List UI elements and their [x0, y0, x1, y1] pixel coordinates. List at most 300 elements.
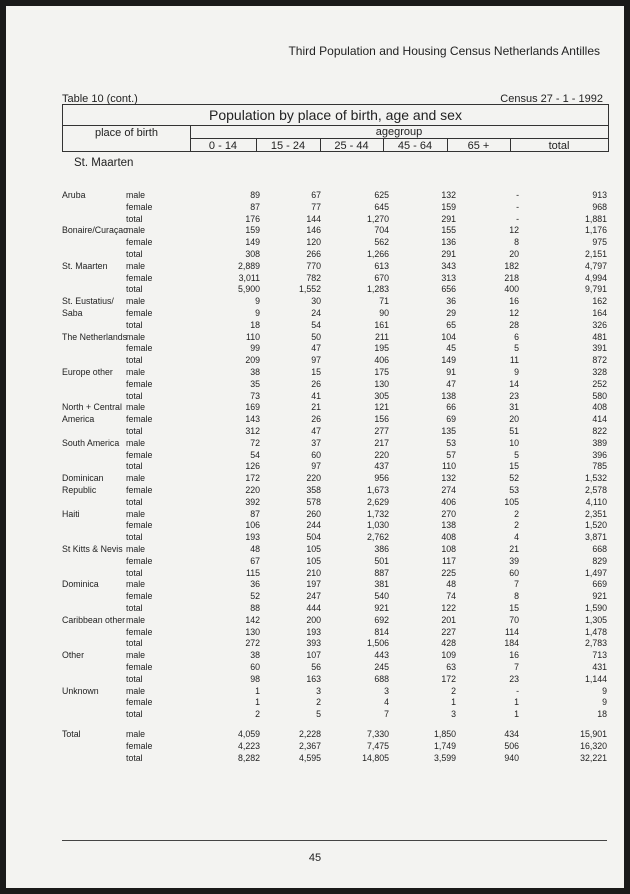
cell-5: 1,520	[584, 520, 607, 531]
cell-4: 20	[509, 414, 519, 425]
cell-4: 53	[509, 485, 519, 495]
cell-2: 4	[384, 697, 389, 708]
divider	[320, 138, 321, 151]
cell-1: 210	[306, 567, 321, 578]
cell-3: 155	[441, 225, 456, 236]
cell-2: 1,283	[366, 284, 389, 295]
table-row	[6, 473, 624, 485]
place-of-birth: St. Maarten	[62, 260, 108, 271]
sex: female	[126, 272, 153, 283]
sex: female	[126, 201, 153, 212]
place-of-birth: Republic	[62, 485, 97, 495]
cell-2: 1,506	[366, 638, 389, 649]
cell-5: 1,305	[584, 614, 607, 625]
cell-0: 5,900	[237, 284, 260, 295]
table-row	[6, 753, 624, 765]
cell-5: 18	[597, 709, 607, 720]
cell-2: 381	[374, 579, 389, 590]
cell-1: 200	[306, 614, 321, 625]
sex: male	[126, 367, 146, 377]
cell-5: 968	[592, 201, 607, 212]
cell-5: 829	[592, 555, 607, 566]
cell-0: 149	[245, 237, 260, 248]
cell-5: 431	[592, 662, 607, 672]
cell-3: 1,749	[433, 740, 456, 751]
table-row	[6, 414, 624, 426]
cell-4: 21	[509, 544, 519, 554]
cell-2: 645	[374, 201, 389, 212]
sex: male	[126, 650, 146, 661]
cell-5: 4,797	[584, 260, 607, 271]
table-row	[6, 190, 624, 202]
cell-3: 656	[441, 284, 456, 295]
sex: total	[126, 709, 143, 720]
table-row	[6, 497, 624, 509]
table-row	[6, 638, 624, 650]
table-row	[6, 674, 624, 686]
place-of-birth: St Kitts & Nevis	[62, 544, 123, 554]
cell-0: 48	[250, 544, 260, 554]
cell-5: 252	[592, 378, 607, 389]
cell-2: 305	[374, 390, 389, 401]
cell-5: 408	[592, 402, 607, 413]
cell-5: 32,221	[580, 752, 607, 763]
table-row	[6, 225, 624, 237]
cell-2: 3	[384, 685, 389, 696]
cell-2: 245	[374, 662, 389, 672]
sex: female	[126, 308, 153, 318]
cell-2: 692	[374, 614, 389, 625]
cell-5: 164	[592, 308, 607, 318]
col-place-of-birth: place of birth	[95, 127, 158, 139]
cell-4: 23	[509, 390, 519, 401]
cell-3: 65	[446, 319, 456, 330]
sex: total	[126, 496, 143, 507]
cell-1: 358	[306, 485, 321, 495]
cell-2: 14,805	[362, 752, 389, 763]
cell-1: 120	[306, 237, 321, 248]
sex: male	[126, 296, 146, 307]
cell-4: 15	[509, 603, 519, 613]
table-row	[6, 332, 624, 344]
cell-4: 12	[509, 308, 519, 318]
cell-0: 60	[250, 662, 260, 672]
cell-2: 7,475	[366, 740, 389, 751]
sex: total	[126, 638, 143, 649]
table-row	[6, 709, 624, 721]
cell-5: 975	[592, 237, 607, 248]
cell-5: 580	[592, 390, 607, 401]
cell-3: 74	[446, 591, 456, 602]
cell-2: 277	[374, 426, 389, 436]
cell-3: 69	[446, 414, 456, 425]
cell-1: 770	[306, 260, 321, 271]
cell-4: 506	[504, 740, 519, 751]
cell-5: 1,144	[584, 673, 607, 684]
sex: male	[126, 473, 146, 484]
cell-3: 3	[451, 709, 456, 720]
cell-0: 2	[255, 709, 260, 720]
divider	[447, 138, 448, 151]
cell-5: 1,532	[584, 473, 607, 484]
cell-3: 135	[441, 426, 456, 436]
cell-2: 217	[374, 437, 389, 448]
cell-4: 105	[504, 496, 519, 507]
cell-0: 193	[245, 532, 260, 543]
cell-2: 688	[374, 673, 389, 684]
cell-0: 67	[250, 555, 260, 566]
cell-5: 2,783	[584, 638, 607, 649]
cell-4: -	[516, 685, 519, 696]
table-row	[6, 662, 624, 674]
cell-3: 138	[441, 520, 456, 531]
sex: total	[126, 319, 143, 330]
cell-2: 7,330	[366, 729, 389, 739]
table-row	[6, 509, 624, 521]
table-title: Population by place of birth, age and sex	[209, 107, 462, 123]
table-row	[6, 367, 624, 379]
place-of-birth: Aruba	[62, 190, 86, 200]
cell-3: 66	[446, 402, 456, 413]
cell-5: 2,151	[584, 249, 607, 259]
cell-1: 3	[316, 685, 321, 696]
cell-4: 52	[509, 473, 519, 484]
cell-4: 20	[509, 249, 519, 259]
sex: male	[126, 402, 146, 413]
sex: female	[126, 520, 153, 531]
cell-3: 313	[441, 272, 456, 283]
sex: female	[126, 697, 153, 708]
cell-1: 26	[311, 378, 321, 389]
table-row	[6, 485, 624, 497]
table-row	[6, 391, 624, 403]
table-row	[6, 320, 624, 332]
cell-0: 143	[245, 414, 260, 425]
cell-4: 114	[504, 626, 519, 637]
cell-1: 47	[311, 426, 321, 436]
cell-4: 70	[509, 614, 519, 625]
sex: female	[126, 662, 153, 672]
cell-5: 162	[592, 296, 607, 307]
table-row	[6, 650, 624, 662]
cell-2: 956	[374, 473, 389, 484]
cell-2: 1,270	[366, 213, 389, 224]
footer-rule	[62, 840, 607, 841]
place-of-birth: Haiti	[62, 508, 80, 519]
sex: total	[126, 603, 143, 613]
cell-4: 5	[514, 343, 519, 354]
place-of-birth: Dominican	[62, 473, 104, 484]
cell-0: 9	[255, 308, 260, 318]
col-age-0: 0 - 14	[208, 140, 238, 152]
table-row	[6, 261, 624, 273]
divider	[256, 138, 257, 151]
table-row	[6, 591, 624, 603]
cell-5: 785	[592, 461, 607, 472]
cell-4: 8	[514, 591, 519, 602]
cell-0: 176	[245, 213, 260, 224]
cell-0: 110	[245, 331, 260, 342]
cell-3: 138	[441, 390, 456, 401]
cell-3: 149	[441, 355, 456, 366]
table-row	[6, 214, 624, 226]
cell-1: 444	[306, 603, 321, 613]
cell-1: 30	[311, 296, 321, 307]
cell-1: 1,552	[298, 284, 321, 295]
table-row	[6, 426, 624, 438]
cell-4: 7	[514, 662, 519, 672]
table-row	[6, 461, 624, 473]
cell-2: 1,673	[366, 485, 389, 495]
cell-0: 220	[245, 485, 260, 495]
cell-0: 35	[250, 378, 260, 389]
cell-1: 97	[311, 461, 321, 472]
cell-3: 45	[446, 343, 456, 354]
cell-0: 18	[250, 319, 260, 330]
cell-1: 266	[306, 249, 321, 259]
place-of-birth: Caribbean other	[62, 614, 126, 625]
cell-3: 47	[446, 378, 456, 389]
cell-5: 9	[602, 685, 607, 696]
cell-2: 406	[374, 355, 389, 366]
table-row	[6, 308, 624, 320]
cell-5: 1,881	[584, 213, 607, 224]
sex: male	[126, 437, 146, 448]
cell-3: 57	[446, 449, 456, 460]
cell-1: 247	[306, 591, 321, 602]
cell-4: 7	[514, 579, 519, 590]
table-row	[6, 249, 624, 261]
cell-4: 1	[514, 709, 519, 720]
cell-1: 107	[306, 650, 321, 661]
cell-3: 1,850	[433, 729, 456, 739]
sex: total	[126, 461, 143, 472]
cell-3: 63	[446, 662, 456, 672]
cell-2: 1,732	[366, 508, 389, 519]
table-row	[6, 402, 624, 414]
cell-2: 437	[374, 461, 389, 472]
cell-3: 270	[441, 508, 456, 519]
cell-0: 169	[245, 402, 260, 413]
place-of-birth: Other	[62, 650, 85, 661]
cell-1: 41	[311, 390, 321, 401]
cell-0: 3,011	[238, 272, 260, 283]
place-of-birth: St. Eustatius/	[62, 296, 114, 307]
cell-5: 1,497	[584, 567, 607, 578]
sex: total	[126, 284, 143, 295]
table-row	[6, 438, 624, 450]
cell-1: 77	[311, 201, 321, 212]
cell-0: 272	[245, 638, 260, 649]
cell-1: 67	[311, 190, 321, 200]
cell-5: 2,578	[584, 485, 607, 495]
cell-0: 209	[245, 355, 260, 366]
cell-0: 159	[245, 225, 260, 236]
cell-1: 105	[306, 544, 321, 554]
divider	[190, 138, 608, 139]
cell-0: 38	[250, 367, 260, 377]
cell-5: 15,901	[580, 729, 607, 739]
cell-3: 53	[446, 437, 456, 448]
cell-3: 3,599	[433, 752, 456, 763]
cell-1: 37	[311, 437, 321, 448]
cell-2: 2,629	[366, 496, 389, 507]
cell-1: 24	[311, 308, 321, 318]
cell-3: 48	[446, 579, 456, 590]
cell-3: 408	[441, 532, 456, 543]
region-heading: St. Maarten	[74, 157, 134, 169]
cell-1: 2,367	[298, 740, 321, 751]
cell-4: 182	[504, 260, 519, 271]
cell-1: 26	[311, 414, 321, 425]
cell-4: 28	[509, 319, 519, 330]
place-of-birth: The Netherlands	[62, 331, 128, 342]
sex: male	[126, 508, 146, 519]
table-row	[6, 603, 624, 615]
cell-5: 328	[592, 367, 607, 377]
sex: female	[126, 449, 153, 460]
place-of-birth: Dominica	[62, 579, 99, 590]
sex: total	[126, 532, 143, 543]
cell-1: 220	[306, 473, 321, 484]
cell-4: 12	[509, 225, 519, 236]
col-age-4: 65 +	[467, 140, 490, 152]
table-row	[6, 686, 624, 698]
cell-1: 105	[306, 555, 321, 566]
cell-1: 15	[311, 367, 321, 377]
cell-3: 132	[441, 190, 456, 200]
cell-0: 312	[245, 426, 260, 436]
table-row	[6, 450, 624, 462]
cell-4: 400	[504, 284, 519, 295]
cell-1: 393	[306, 638, 321, 649]
col-age-2: 25 - 44	[334, 140, 369, 152]
cell-2: 625	[374, 190, 389, 200]
cell-1: 60	[311, 449, 321, 460]
cell-3: 274	[441, 485, 456, 495]
sex: total	[126, 249, 143, 259]
cell-0: 72	[250, 437, 260, 448]
sex: male	[126, 579, 146, 590]
sex: total	[126, 673, 143, 684]
cell-3: 36	[446, 296, 456, 307]
cell-2: 670	[374, 272, 389, 283]
sex: total	[126, 426, 143, 436]
table-row	[6, 615, 624, 627]
cell-3: 2	[451, 685, 456, 696]
place-of-birth: South America	[62, 437, 120, 448]
sex: male	[126, 544, 146, 554]
sex: female	[126, 591, 153, 602]
table-label: Table 10 (cont.)	[62, 93, 138, 105]
cell-4: 15	[509, 461, 519, 472]
sex: female	[126, 237, 153, 248]
table-row	[6, 296, 624, 308]
cell-5: 9	[602, 697, 607, 708]
cell-3: 291	[441, 249, 456, 259]
cell-1: 4,595	[298, 752, 321, 763]
cell-0: 308	[245, 249, 260, 259]
sex: total	[126, 567, 143, 578]
cell-5: 391	[592, 343, 607, 354]
sex: female	[126, 485, 153, 495]
cell-3: 104	[441, 331, 456, 342]
cell-3: 122	[441, 603, 456, 613]
running-header: Third Population and Housing Census Netherlands Antilles	[288, 44, 600, 58]
cell-2: 1,266	[366, 249, 389, 259]
cell-3: 117	[441, 555, 456, 566]
sex: male	[126, 331, 146, 342]
table-row	[6, 568, 624, 580]
cell-0: 2,889	[237, 260, 260, 271]
cell-4: 8	[514, 237, 519, 248]
cell-0: 38	[250, 650, 260, 661]
cell-1: 2	[316, 697, 321, 708]
cell-4: 51	[509, 426, 519, 436]
cell-1: 5	[316, 709, 321, 720]
cell-4: 10	[509, 437, 519, 448]
cell-2: 156	[374, 414, 389, 425]
sex: total	[126, 213, 143, 224]
cell-0: 98	[250, 673, 260, 684]
sex: male	[126, 260, 146, 271]
cell-3: 201	[441, 614, 456, 625]
cell-4: 31	[509, 402, 519, 413]
cell-1: 244	[306, 520, 321, 531]
table-row	[6, 697, 624, 709]
cell-1: 50	[311, 331, 321, 342]
sex: female	[126, 414, 153, 425]
cell-4: 9	[514, 367, 519, 377]
table-row	[6, 556, 624, 568]
cell-1: 504	[306, 532, 321, 543]
cell-2: 195	[374, 343, 389, 354]
cell-4: 218	[504, 272, 519, 283]
cell-5: 872	[592, 355, 607, 366]
divider	[383, 138, 384, 151]
col-age-5: total	[548, 140, 570, 152]
cell-0: 106	[245, 520, 260, 531]
cell-3: 225	[441, 567, 456, 578]
cell-0: 54	[250, 449, 260, 460]
table-row	[6, 729, 624, 741]
cell-3: 227	[441, 626, 456, 637]
place-of-birth: North + Central	[62, 402, 122, 413]
cell-4: 14	[509, 378, 519, 389]
sex: female	[126, 626, 153, 637]
cell-0: 142	[245, 614, 260, 625]
cell-2: 887	[374, 567, 389, 578]
census-date: Census 27 - 1 - 1992	[500, 93, 603, 105]
sex: female	[126, 740, 153, 751]
cell-3: 108	[441, 544, 456, 554]
cell-2: 220	[374, 449, 389, 460]
cell-4: 60	[509, 567, 519, 578]
table-row	[6, 544, 624, 556]
cell-5: 913	[592, 190, 607, 200]
sex: total	[126, 355, 143, 366]
cell-1: 47	[311, 343, 321, 354]
cell-1: 146	[306, 225, 321, 236]
sex: female	[126, 378, 153, 389]
cell-5: 669	[592, 579, 607, 590]
cell-2: 121	[374, 402, 389, 413]
cell-0: 89	[250, 190, 260, 200]
cell-3: 343	[441, 260, 456, 271]
cell-0: 4,223	[237, 740, 260, 751]
cell-3: 136	[441, 237, 456, 248]
cell-5: 822	[592, 426, 607, 436]
